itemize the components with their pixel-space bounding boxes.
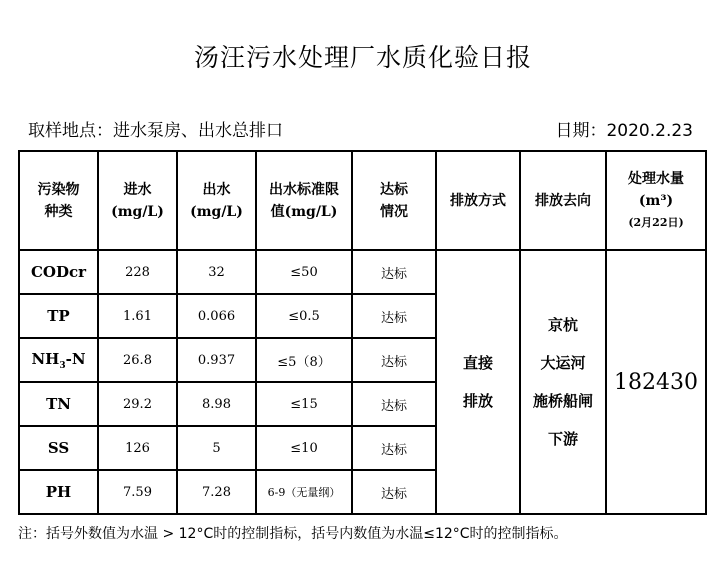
- status-value: 达标: [352, 426, 436, 470]
- inflow-value: 29.2: [98, 382, 177, 426]
- report-date: 日期：2020.2.23: [555, 121, 693, 141]
- table-row: [19, 250, 706, 294]
- header-volume: [606, 151, 706, 250]
- header-limit: 出水标准限值(mg/L): [256, 151, 352, 250]
- volume-date: (2月22日): [628, 215, 684, 229]
- limit-value: ≤15: [256, 382, 352, 426]
- limit-value: 6-9（无量纲）: [256, 470, 352, 514]
- discharge-direction-line: 下游: [547, 430, 578, 448]
- outflow-value: 0.066: [177, 294, 256, 338]
- treated-volume: 182430: [606, 250, 706, 514]
- outflow-value: 5: [177, 426, 256, 470]
- inflow-value: 7.59: [98, 470, 177, 514]
- inflow-value: 126: [98, 426, 177, 470]
- status-value: 达标: [352, 382, 436, 426]
- discharge-direction-line: 施桥船闸: [532, 392, 593, 410]
- limit-value: ≤0.5: [256, 294, 352, 338]
- volume-unit: (m³): [638, 192, 674, 209]
- discharge-direction-line: 京杭: [547, 316, 578, 334]
- status-value: 达标: [352, 338, 436, 382]
- inflow-value: 26.8: [98, 338, 177, 382]
- header-discharge-direction: 排放去向: [520, 151, 606, 250]
- inflow-value: 1.61: [98, 294, 177, 338]
- pollutant-name: CODcr: [19, 250, 98, 294]
- sampling-location: 取样地点：进水泵房、出水总排口: [28, 121, 283, 141]
- water-quality-table: [18, 150, 707, 515]
- outflow-value: 7.28: [177, 470, 256, 514]
- footnote: 注：括号外数值为水温 > 12°C时的控制指标，括号内数值为水温≤12°C时的控制指标。: [18, 526, 568, 542]
- pollutant-name: TN: [19, 382, 98, 426]
- pollutant-name: TP: [19, 294, 98, 338]
- limit-value: ≤5（8）: [256, 338, 352, 382]
- header-inflow: 进水(mg/L): [98, 151, 177, 250]
- pollutant-name: PH: [19, 470, 98, 514]
- report-title: 汤汪污水处理厂水质化验日报: [193, 43, 532, 72]
- discharge-method-line: 直接: [462, 354, 493, 372]
- discharge-direction-cell: [520, 250, 606, 514]
- status-value: 达标: [352, 250, 436, 294]
- inflow-value: 228: [98, 250, 177, 294]
- outflow-value: 8.98: [177, 382, 256, 426]
- outflow-value: 32: [177, 250, 256, 294]
- discharge-direction-line: 大运河: [540, 354, 586, 372]
- limit-value: ≤50: [256, 250, 352, 294]
- discharge-method-line: 排放: [462, 392, 493, 410]
- outflow-value: 0.937: [177, 338, 256, 382]
- limit-value: ≤10: [256, 426, 352, 470]
- table-header-row: [19, 151, 706, 250]
- status-value: 达标: [352, 470, 436, 514]
- volume-title: 处理水量: [628, 170, 684, 187]
- header-pollutant: 污染物种类: [19, 151, 98, 250]
- status-value: 达标: [352, 294, 436, 338]
- header-status: 达标情况: [352, 151, 436, 250]
- discharge-method-cell: [436, 250, 520, 514]
- header-outflow: 出水(mg/L): [177, 151, 256, 250]
- header-discharge-method: 排放方式: [436, 151, 520, 250]
- pollutant-name: SS: [19, 426, 98, 470]
- pollutant-name: $NH_3-N$: [19, 338, 98, 382]
